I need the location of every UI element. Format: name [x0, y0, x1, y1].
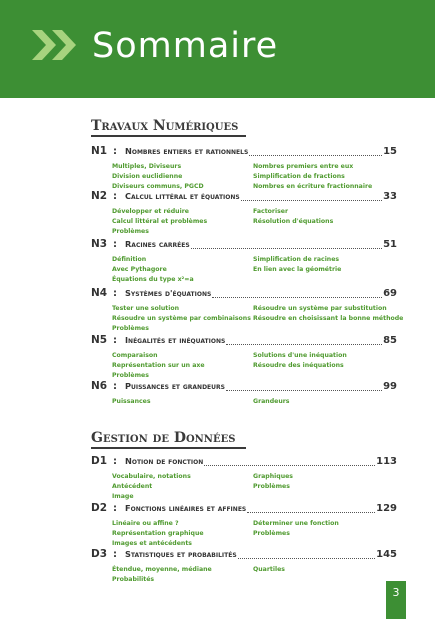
subtopic: Déterminer une fonction	[253, 520, 339, 527]
chapter-number: D3	[91, 548, 108, 560]
subtopic: Représentation graphique	[112, 530, 204, 537]
subtopic: Calcul littéral et problèmes	[112, 218, 208, 225]
chapter-title: Racines carrées	[125, 239, 190, 249]
chapter-n4[interactable]	[91, 287, 404, 333]
separator: :	[113, 288, 117, 299]
chapter-title: Puissances et grandeurs	[125, 381, 225, 391]
chapter-page: 99	[383, 381, 397, 392]
chapter-title: Statistiques et probabilités	[125, 549, 237, 559]
chapter-page: 33	[383, 191, 397, 202]
chapter-page: 85	[383, 335, 397, 346]
subtopic: Résoudre un système par combinaisons	[112, 315, 251, 322]
chapter-page: 69	[383, 288, 397, 299]
chapter-title: Calcul littéral et équations	[125, 191, 240, 201]
subtopic: Factoriser	[253, 208, 289, 215]
chapter-title: Nombres entiers et rationnels	[125, 146, 249, 156]
subtopic: En lien avec la géométrie	[253, 266, 342, 273]
dot-leader	[204, 464, 375, 466]
subtopic: Nombres en écriture fractionnaire	[253, 183, 373, 190]
chapter-page: 113	[376, 456, 397, 467]
dot-leader	[226, 389, 382, 391]
subtopic: Définition	[112, 256, 147, 263]
subtopic: Images et antécédents	[112, 540, 192, 547]
subtopic: Diviseurs communs, PGCD	[112, 183, 204, 190]
chapter-title: Inégalités et inéquations	[125, 335, 226, 345]
chapter-number: N4	[91, 287, 108, 299]
dot-leader	[241, 199, 382, 201]
separator: :	[113, 335, 117, 346]
separator: :	[113, 191, 117, 202]
chapter-number: N1	[91, 145, 108, 157]
subtopic: Grandeurs	[253, 398, 290, 405]
dot-leader	[191, 247, 382, 249]
separator: :	[113, 239, 117, 250]
subtopic: Étendue, moyenne, médiane	[112, 566, 212, 573]
chapter-n6[interactable]	[91, 380, 397, 406]
subtopic: Simplification de racines	[253, 256, 340, 263]
chapter-title: Systèmes d'équations	[125, 288, 212, 298]
subtopic: Quartiles	[253, 566, 285, 573]
subtopic: Probabilités	[112, 576, 155, 583]
subtopic: Multiples, Diviseurs	[112, 163, 182, 170]
subtopic: Représentation sur un axe	[112, 362, 205, 369]
dot-leader	[226, 343, 382, 345]
separator: :	[113, 503, 117, 514]
subtopic: Antécédent	[112, 483, 153, 490]
subtopic: Graphiques	[253, 473, 293, 480]
subtopic: Problèmes	[112, 228, 149, 235]
subtopic: Développer et réduire	[112, 208, 189, 215]
subtopic: Nombres premiers entre eux	[253, 163, 354, 170]
page-title: Sommaire	[92, 26, 279, 66]
dot-leader	[238, 557, 375, 559]
dot-leader	[249, 154, 382, 156]
subtopic: Problèmes	[112, 325, 149, 332]
chapter-number: N5	[91, 334, 108, 346]
dot-leader	[247, 511, 375, 513]
chapter-page: 145	[376, 549, 397, 560]
chapter-number: N6	[91, 380, 108, 392]
dot-leader	[212, 296, 382, 298]
section-title-travaux-numeriques: Travaux Numériques	[91, 118, 246, 137]
chapter-n1[interactable]	[91, 145, 397, 191]
subtopic: Problèmes	[253, 530, 290, 537]
subtopic: Comparaison	[112, 352, 158, 359]
chapter-n2[interactable]	[91, 190, 397, 236]
chapter-d1[interactable]	[91, 455, 397, 501]
chapter-page: 129	[376, 503, 397, 514]
chapter-number: N3	[91, 238, 108, 250]
separator: :	[113, 381, 117, 392]
subtopic: Résoudre en choisissant la bonne méthode	[253, 315, 404, 322]
chapter-n3[interactable]	[91, 238, 397, 284]
subtopic: Linéaire ou affine ?	[112, 520, 179, 527]
chapter-n5[interactable]	[91, 334, 397, 380]
separator: :	[113, 146, 117, 157]
subtopic: Solutions d'une inéquation	[253, 352, 347, 359]
subtopic: Résolution d'équations	[253, 218, 334, 225]
separator: :	[113, 549, 117, 560]
section-title-gestion-de-donnees: Gestion de Données	[91, 430, 246, 449]
chapter-page: 15	[383, 146, 397, 157]
chapter-title: Notion de fonction	[125, 456, 204, 466]
subtopic: Résoudre un système par substitution	[253, 305, 387, 312]
double-chevron-right-icon	[32, 30, 80, 60]
subtopic: Image	[112, 493, 134, 500]
subtopic: Tester une solution	[112, 305, 179, 312]
subtopic: Problèmes	[112, 372, 149, 379]
page-number: 3	[386, 581, 406, 619]
subtopic: Problèmes	[253, 483, 290, 490]
subtopic: Vocabulaire, notations	[112, 473, 191, 480]
subtopic: Simplification de fractions	[253, 173, 345, 180]
chapter-number: D2	[91, 502, 108, 514]
chapter-number: D1	[91, 455, 108, 467]
chapter-page: 51	[383, 239, 397, 250]
chapter-number: N2	[91, 190, 108, 202]
chapter-title: Fonctions linéaires et affines	[125, 503, 247, 513]
chapter-d2[interactable]	[91, 502, 397, 548]
subtopic: Puissances	[112, 398, 151, 405]
separator: :	[113, 456, 117, 467]
subtopic: Division euclidienne	[112, 173, 183, 180]
subtopic: Résoudre des inéquations	[253, 362, 344, 369]
header-banner	[0, 0, 435, 98]
subtopic: Équations du type x²=a	[112, 276, 194, 283]
chapter-d3[interactable]	[91, 548, 397, 584]
subtopic: Avec Pythagore	[112, 266, 167, 273]
